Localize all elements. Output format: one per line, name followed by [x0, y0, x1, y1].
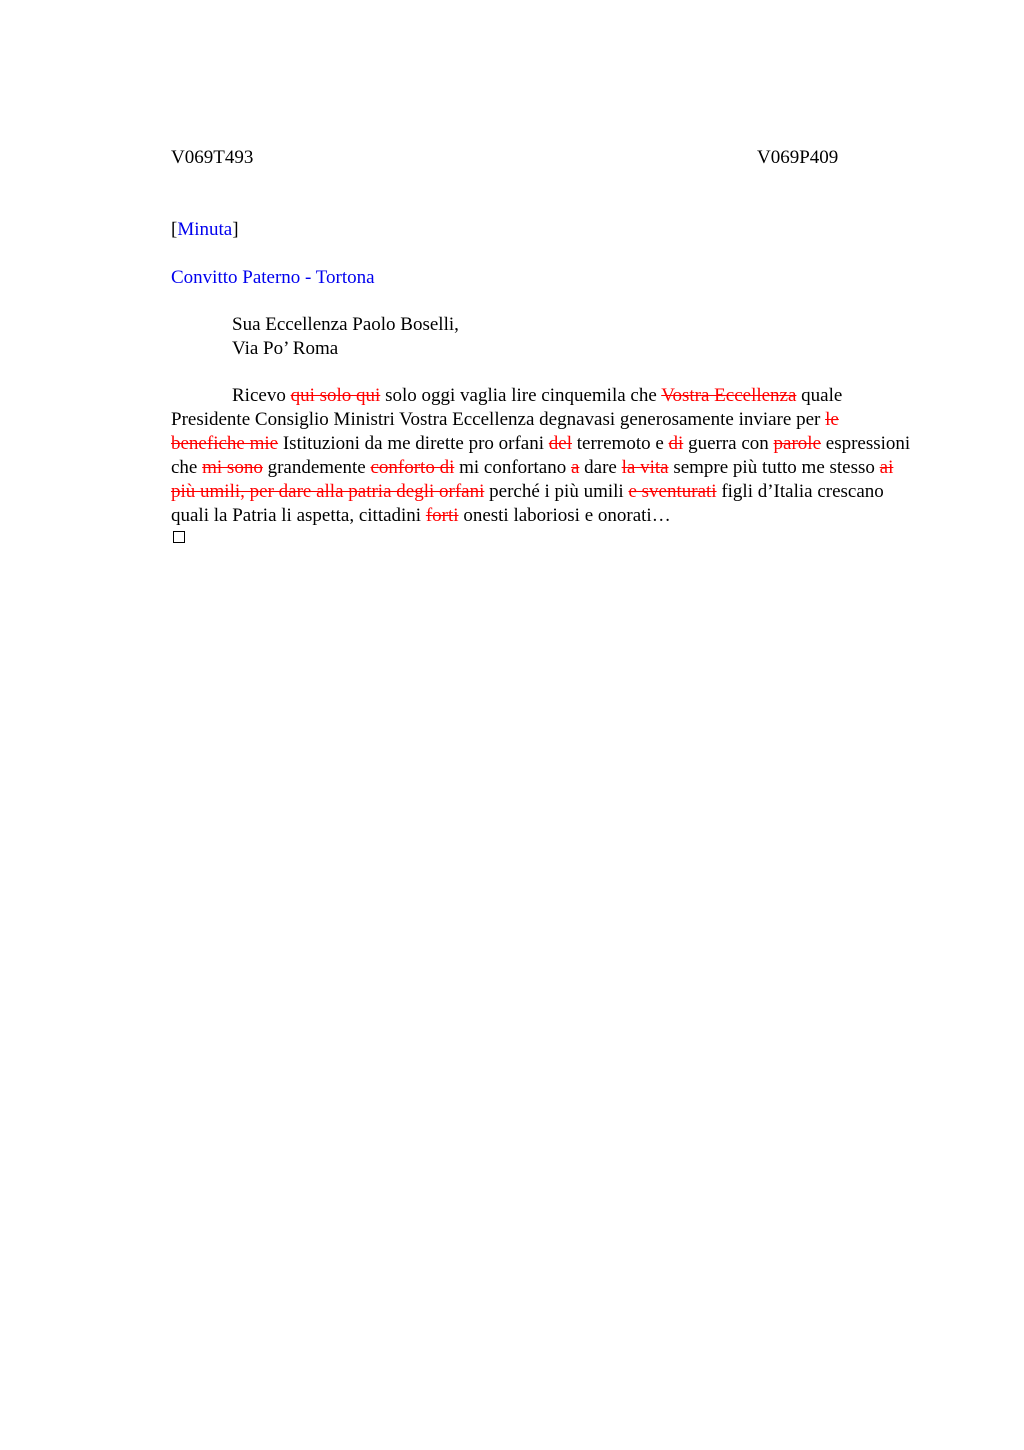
deleted-text: e sventurati	[628, 481, 717, 502]
body-text-segment: solo oggi vaglia lire cinquemila che	[380, 385, 662, 406]
body-text-segment: espressioni che	[171, 433, 911, 478]
minuta-close-bracket: ]	[232, 219, 239, 240]
deleted-text: le benefiche mie	[171, 409, 839, 454]
body-text-segment: terremoto e	[571, 433, 669, 454]
deleted-text: ai più umili, per dare alla patria degli orfani	[171, 457, 894, 502]
address-line-1: Sua Eccellenza Paolo Boselli,	[232, 314, 459, 335]
deleted-text: forti	[425, 505, 459, 526]
deleted-text: mi sono	[202, 457, 263, 478]
address-line-2: Via Po’ Roma	[232, 338, 339, 359]
body-text-segment: dare	[579, 457, 622, 478]
letter-body	[171, 384, 911, 528]
body-text-segment: guerra con	[683, 433, 774, 454]
deleted-text: conforto di	[370, 457, 455, 478]
body-text-segment: sempre più tutto me stesso	[668, 457, 880, 478]
empty-square-icon	[173, 531, 185, 543]
letterhead: Convitto Paterno - Tortona	[171, 267, 375, 288]
deleted-text: qui solo qui	[290, 385, 381, 406]
body-text-segment: mi confortano	[454, 457, 571, 478]
deleted-text: di	[668, 433, 684, 454]
body-text-segment: Istituzioni da me dirette pro orfani	[278, 433, 549, 454]
minuta-word: Minuta	[177, 219, 233, 240]
body-text-segment: quale Presidente Consiglio Ministri Vostra Eccellenza degnavasi generosamente inviare per	[171, 385, 843, 430]
recipient-address	[232, 313, 459, 361]
body-text-segment: grandemente	[262, 457, 371, 478]
deleted-text: del	[548, 433, 572, 454]
body-text-segment: onesti laboriosi e onorati…	[458, 505, 671, 526]
body-text-segment: Ricevo	[232, 385, 291, 406]
deleted-text: a	[570, 457, 580, 478]
deleted-text: Vostra Eccellenza	[661, 385, 797, 406]
deleted-text: la vita	[621, 457, 669, 478]
minuta-open-bracket: [	[171, 219, 178, 240]
document-code-right: V069P409	[757, 147, 839, 168]
body-text-segment: figli d’Italia crescano quali la Patria li aspetta, cittadini	[171, 481, 884, 526]
minuta-label	[171, 218, 239, 242]
document-code-left: V069T493	[171, 147, 254, 168]
deleted-text: parole	[773, 433, 822, 454]
body-text-segment: perché i più umili	[484, 481, 629, 502]
